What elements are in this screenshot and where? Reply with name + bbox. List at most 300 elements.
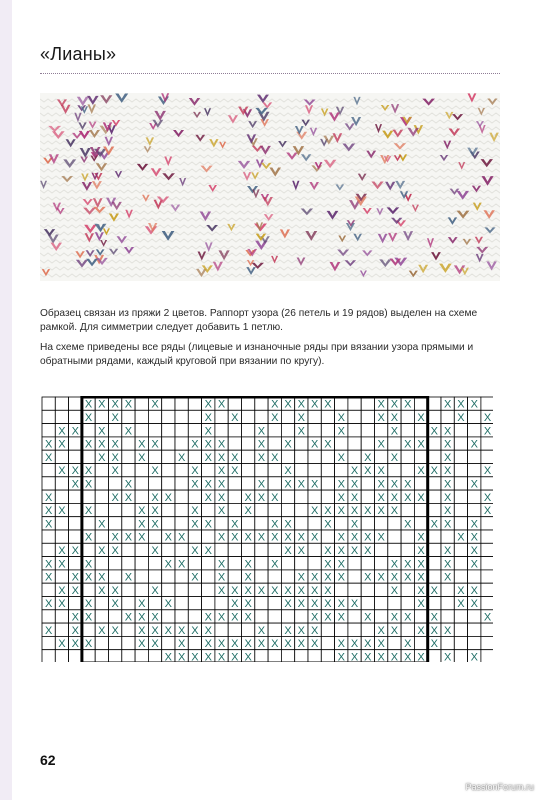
chart-cell — [295, 610, 308, 623]
chart-stitch-mark: X — [284, 398, 292, 411]
chart-stitch-mark: X — [404, 651, 412, 662]
chart-stitch-mark: X — [417, 558, 425, 571]
chart-cell — [281, 650, 294, 662]
chart-cell — [454, 517, 467, 530]
chart-cell — [348, 397, 361, 410]
chart-stitch-mark: X — [417, 584, 425, 597]
chart-cell — [295, 517, 308, 530]
chart-cell — [361, 490, 374, 503]
chart-stitch-mark: X — [324, 584, 332, 597]
chart-cell — [308, 650, 321, 662]
chart-cell — [281, 450, 294, 463]
chart-stitch-mark: X — [191, 438, 199, 451]
chart-stitch-mark: X — [217, 638, 226, 651]
chart-cell — [348, 623, 361, 636]
chart-cell — [335, 397, 348, 410]
chart-cell — [348, 450, 361, 463]
chart-cell — [255, 543, 268, 556]
chart-cell — [361, 477, 374, 490]
chart-cell — [255, 397, 268, 410]
chart-cell — [454, 650, 467, 662]
chart-cell — [281, 410, 294, 423]
chart-cell — [401, 543, 414, 556]
chart-cell — [122, 623, 135, 636]
chart-stitch-mark: X — [443, 491, 452, 504]
chart-stitch-mark: X — [457, 598, 465, 611]
chart-cell — [468, 490, 481, 503]
chart-stitch-mark: X — [71, 425, 79, 438]
chart-cell — [428, 397, 441, 410]
chart-cell — [69, 650, 82, 662]
chart-stitch-mark: X — [430, 611, 439, 624]
chart-cell — [321, 636, 334, 649]
chart-cell — [69, 410, 82, 423]
chart-cell — [122, 597, 135, 610]
chart-cell — [135, 397, 148, 410]
chart-stitch-mark: X — [124, 478, 133, 491]
chart-cell — [481, 530, 493, 543]
chart-cell — [148, 477, 161, 490]
chart-stitch-mark: X — [350, 598, 359, 611]
chart-stitch-mark: X — [191, 624, 199, 637]
chart-stitch-mark: X — [417, 651, 425, 662]
chart-stitch-mark: X — [44, 624, 53, 637]
chart-stitch-mark: X — [257, 531, 266, 544]
chart-stitch-mark: X — [284, 598, 292, 611]
chart-cell — [109, 650, 122, 662]
chart-stitch-mark: X — [417, 598, 425, 611]
chart-stitch-mark: X — [257, 425, 266, 438]
chart-stitch-mark: X — [350, 531, 359, 544]
chart-stitch-mark: X — [337, 571, 345, 584]
chart-cell — [242, 543, 255, 556]
chart-stitch-mark: X — [457, 398, 465, 411]
chart-stitch-mark: X — [297, 425, 306, 438]
chart-stitch-mark: X — [71, 571, 79, 584]
chart-stitch-mark: X — [364, 571, 372, 584]
chart-stitch-mark: X — [443, 651, 452, 662]
chart-cell — [82, 490, 95, 503]
chart-cell — [401, 530, 414, 543]
chart-cell — [308, 464, 321, 477]
chart-stitch-mark: X — [84, 598, 93, 611]
chart-stitch-mark: X — [151, 518, 159, 531]
chart-cell — [335, 517, 348, 530]
chart-cell — [321, 450, 334, 463]
chart-stitch-mark: X — [98, 398, 106, 411]
chart-stitch-mark: X — [271, 451, 279, 464]
chart-stitch-mark: X — [217, 531, 226, 544]
chart-stitch-mark: X — [231, 451, 239, 464]
chart-cell — [468, 570, 481, 583]
chart-stitch-mark: X — [377, 651, 385, 662]
chart-cell — [148, 557, 161, 570]
chart-cell — [242, 424, 255, 437]
chart-cell — [122, 557, 135, 570]
chart-cell — [109, 570, 122, 583]
chart-cell — [109, 610, 122, 623]
chart-cell — [335, 437, 348, 450]
chart-cell — [202, 583, 215, 596]
chart-cell — [268, 650, 281, 662]
chart-cell — [109, 477, 122, 490]
pattern-title: «Лианы» — [40, 44, 117, 64]
chart-stitch-mark: X — [244, 491, 252, 504]
chart-cell — [268, 477, 281, 490]
chart-stitch-mark: X — [244, 531, 252, 544]
chart-cell — [122, 583, 135, 596]
chart-cell — [135, 424, 148, 437]
chart-stitch-mark: X — [84, 558, 93, 571]
chart-stitch-mark: X — [151, 584, 159, 597]
chart-cell — [321, 464, 334, 477]
description-paragraph-2: На схеме приведены все ряды (лицевые и изнаночные ряды при вязании узора прямыми и обратными рядами, каждый круговой при вязании по кругу). — [40, 342, 474, 367]
chart-cell — [55, 570, 68, 583]
chart-stitch-mark: X — [111, 451, 119, 464]
chart-stitch-mark: X — [44, 571, 53, 584]
chart-cell — [295, 490, 308, 503]
chart-stitch-mark: X — [191, 505, 199, 518]
chart-stitch-mark: X — [350, 651, 359, 662]
chart-cell — [95, 597, 108, 610]
knitting-chart — [41, 396, 493, 667]
chart-stitch-mark: X — [111, 624, 119, 637]
chart-stitch-mark: X — [84, 531, 93, 544]
chart-cell — [148, 597, 161, 610]
chart-stitch-mark: X — [204, 411, 212, 424]
chart-cell — [69, 437, 82, 450]
chart-stitch-mark: X — [443, 624, 452, 637]
chart-cell — [109, 636, 122, 649]
chart-stitch-mark: X — [337, 425, 345, 438]
chart-cell — [188, 424, 201, 437]
chart-cell — [255, 570, 268, 583]
chart-cell — [281, 570, 294, 583]
chart-stitch-mark: X — [204, 518, 212, 531]
chart-stitch-mark: X — [430, 465, 439, 478]
chart-stitch-mark: X — [44, 505, 53, 518]
chart-cell — [55, 530, 68, 543]
chart-stitch-mark: X — [164, 558, 173, 571]
chart-cell — [188, 530, 201, 543]
chart-cell — [228, 477, 241, 490]
chart-cell — [481, 437, 493, 450]
chart-cell — [361, 597, 374, 610]
chart-stitch-mark: X — [191, 571, 199, 584]
chart-stitch-mark: X — [337, 651, 345, 662]
chart-cell — [135, 410, 148, 423]
chart-cell — [228, 503, 241, 516]
chart-cell — [95, 650, 108, 662]
chart-stitch-mark: X — [324, 558, 332, 571]
chart-stitch-mark: X — [98, 438, 106, 451]
chart-stitch-mark: X — [457, 531, 465, 544]
chart-stitch-mark: X — [98, 571, 106, 584]
chart-stitch-mark: X — [297, 398, 306, 411]
chart-stitch-mark: X — [138, 518, 146, 531]
chart-stitch-mark: X — [204, 425, 212, 438]
chart-stitch-mark: X — [404, 571, 412, 584]
chart-cell — [454, 464, 467, 477]
chart-stitch-mark: X — [337, 491, 345, 504]
chart-cell — [441, 583, 454, 596]
chart-cell — [162, 437, 175, 450]
chart-stitch-mark: X — [217, 651, 226, 662]
chart-cell — [42, 397, 55, 410]
chart-stitch-mark: X — [310, 624, 319, 637]
chart-cell — [202, 570, 215, 583]
chart-stitch-mark: X — [151, 398, 159, 411]
chart-cell — [388, 543, 401, 556]
chart-cell — [481, 557, 493, 570]
chart-stitch-mark: X — [337, 505, 345, 518]
chart-stitch-mark: X — [124, 531, 133, 544]
chart-cell — [414, 517, 427, 530]
chart-stitch-mark: X — [151, 505, 159, 518]
chart-cell — [228, 570, 241, 583]
chart-cell — [95, 503, 108, 516]
chart-stitch-mark: X — [297, 598, 306, 611]
chart-cell — [428, 650, 441, 662]
chart-cell — [202, 557, 215, 570]
chart-stitch-mark: X — [364, 505, 372, 518]
chart-stitch-mark: X — [324, 598, 332, 611]
chart-cell — [335, 583, 348, 596]
chart-stitch-mark: X — [84, 571, 93, 584]
chart-cell — [454, 437, 467, 450]
chart-stitch-mark: X — [138, 624, 146, 637]
chart-stitch-mark: X — [284, 638, 292, 651]
chart-cell — [361, 583, 374, 596]
chart-cell — [42, 610, 55, 623]
chart-cell — [401, 623, 414, 636]
chart-stitch-mark: X — [324, 398, 332, 411]
chart-cell — [122, 636, 135, 649]
chart-cell — [215, 597, 228, 610]
chart-stitch-mark: X — [244, 584, 252, 597]
chart-stitch-mark: X — [84, 638, 93, 651]
chart-stitch-mark: X — [84, 465, 93, 478]
chart-cell — [268, 610, 281, 623]
chart-stitch-mark: X — [257, 491, 266, 504]
chart-cell — [268, 623, 281, 636]
chart-cell — [321, 530, 334, 543]
chart-cell — [375, 583, 388, 596]
chart-cell — [42, 636, 55, 649]
chart-cell — [215, 543, 228, 556]
chart-cell — [69, 503, 82, 516]
chart-cell — [95, 636, 108, 649]
chart-stitch-mark: X — [310, 611, 319, 624]
chart-stitch-mark: X — [443, 558, 452, 571]
chart-stitch-mark: X — [443, 571, 452, 584]
chart-stitch-mark: X — [191, 544, 199, 557]
chart-stitch-mark: X — [84, 505, 93, 518]
chart-cell — [321, 623, 334, 636]
chart-cell — [255, 503, 268, 516]
chart-stitch-mark: X — [244, 611, 252, 624]
chart-cell — [401, 597, 414, 610]
chart-stitch-mark: X — [71, 465, 79, 478]
chart-stitch-mark: X — [58, 425, 66, 438]
chart-stitch-mark: X — [337, 558, 345, 571]
chart-cell — [188, 636, 201, 649]
chart-stitch-mark: X — [217, 491, 226, 504]
chart-stitch-mark: X — [44, 451, 53, 464]
chart-cell — [321, 490, 334, 503]
chart-cell — [175, 424, 188, 437]
chart-stitch-mark: X — [430, 624, 439, 637]
chart-stitch-mark: X — [430, 584, 439, 597]
chart-cell — [188, 397, 201, 410]
chart-stitch-mark: X — [138, 438, 146, 451]
chart-stitch-mark: X — [71, 624, 79, 637]
chart-stitch-mark: X — [217, 571, 226, 584]
chart-stitch-mark: X — [350, 465, 359, 478]
chart-stitch-mark: X — [377, 438, 385, 451]
chart-stitch-mark: X — [204, 651, 212, 662]
chart-stitch-mark: X — [297, 411, 306, 424]
chart-cell — [295, 650, 308, 662]
chart-stitch-mark: X — [350, 505, 359, 518]
chart-cell — [361, 557, 374, 570]
chart-cell — [228, 557, 241, 570]
chart-stitch-mark: X — [470, 518, 478, 531]
chart-stitch-mark: X — [390, 451, 399, 464]
chart-stitch-mark: X — [124, 398, 133, 411]
chart-stitch-mark: X — [231, 518, 239, 531]
chart-cell — [109, 424, 122, 437]
chart-stitch-mark: X — [443, 518, 452, 531]
chart-cell — [414, 636, 427, 649]
chart-cell — [69, 517, 82, 530]
chart-cell — [268, 570, 281, 583]
chart-cell — [228, 623, 241, 636]
chart-stitch-mark: X — [377, 531, 385, 544]
chart-cell — [175, 397, 188, 410]
chart-stitch-mark: X — [231, 611, 239, 624]
chart-stitch-mark: X — [284, 518, 292, 531]
chart-stitch-mark: X — [111, 491, 119, 504]
chart-stitch-mark: X — [177, 638, 186, 651]
chart-cell — [375, 543, 388, 556]
chart-cell — [321, 477, 334, 490]
chart-stitch-mark: X — [177, 651, 186, 662]
chart-stitch-mark: X — [297, 638, 306, 651]
chart-stitch-mark: X — [151, 465, 159, 478]
chart-stitch-mark: X — [297, 584, 306, 597]
chart-stitch-mark: X — [124, 491, 133, 504]
chart-cell — [401, 503, 414, 516]
chart-stitch-mark: X — [217, 438, 226, 451]
chart-stitch-mark: X — [151, 611, 159, 624]
chart-cell — [188, 597, 201, 610]
chart-cell — [388, 437, 401, 450]
chart-cell — [95, 410, 108, 423]
chart-cell — [295, 464, 308, 477]
chart-stitch-mark: X — [310, 531, 319, 544]
chart-cell — [122, 517, 135, 530]
chart-cell — [428, 597, 441, 610]
chart-stitch-mark: X — [204, 451, 212, 464]
chart-stitch-mark: X — [71, 478, 79, 491]
chart-cell — [135, 490, 148, 503]
chart-stitch-mark: X — [111, 411, 119, 424]
chart-stitch-mark: X — [84, 398, 93, 411]
chart-stitch-mark: X — [271, 638, 279, 651]
chart-stitch-mark: X — [404, 491, 412, 504]
chart-stitch-mark: X — [324, 544, 332, 557]
chart-stitch-mark: X — [404, 478, 412, 491]
chart-stitch-mark: X — [217, 611, 226, 624]
chart-stitch-mark: X — [151, 438, 159, 451]
chart-stitch-mark: X — [204, 398, 212, 411]
chart-stitch-mark: X — [470, 558, 478, 571]
chart-cell — [69, 490, 82, 503]
chart-cell — [295, 557, 308, 570]
chart-cell — [82, 450, 95, 463]
chart-cell — [162, 636, 175, 649]
chart-stitch-mark: X — [390, 611, 399, 624]
chart-stitch-mark: X — [350, 638, 359, 651]
chart-cell — [481, 623, 493, 636]
chart-cell — [69, 557, 82, 570]
chart-cell — [388, 464, 401, 477]
chart-stitch-mark: X — [377, 624, 385, 637]
chart-stitch-mark: X — [310, 505, 319, 518]
chart-stitch-mark: X — [377, 505, 385, 518]
chart-stitch-mark: X — [271, 584, 279, 597]
chart-cell — [55, 517, 68, 530]
chart-stitch-mark: X — [297, 478, 306, 491]
chart-stitch-mark: X — [310, 584, 319, 597]
chart-cell — [281, 490, 294, 503]
chart-cell — [401, 450, 414, 463]
chart-cell — [308, 490, 321, 503]
chart-stitch-mark: X — [271, 411, 279, 424]
chart-cell — [255, 517, 268, 530]
title-divider — [40, 73, 500, 74]
chart-stitch-mark: X — [297, 531, 306, 544]
chart-stitch-mark: X — [204, 478, 212, 491]
chart-cell — [69, 397, 82, 410]
knitted-sample-photo — [40, 93, 500, 281]
chart-stitch-mark: X — [98, 518, 106, 531]
chart-cell — [454, 424, 467, 437]
chart-cell — [202, 503, 215, 516]
chart-stitch-mark: X — [470, 584, 478, 597]
chart-cell — [162, 450, 175, 463]
chart-stitch-mark: X — [364, 638, 372, 651]
chart-stitch-mark: X — [417, 438, 425, 451]
chart-cell — [188, 490, 201, 503]
chart-cell — [468, 636, 481, 649]
chart-cell — [228, 543, 241, 556]
chart-cell — [188, 610, 201, 623]
chart-stitch-mark: X — [244, 558, 252, 571]
chart-cell — [42, 543, 55, 556]
chart-stitch-mark: X — [257, 478, 266, 491]
chart-stitch-mark: X — [257, 638, 266, 651]
chart-cell — [348, 583, 361, 596]
chart-stitch-mark: X — [111, 438, 119, 451]
chart-cell — [454, 623, 467, 636]
chart-cell — [481, 583, 493, 596]
chart-cell — [148, 424, 161, 437]
chart-cell — [281, 557, 294, 570]
chart-cell — [414, 503, 427, 516]
chart-stitch-mark: X — [443, 398, 452, 411]
